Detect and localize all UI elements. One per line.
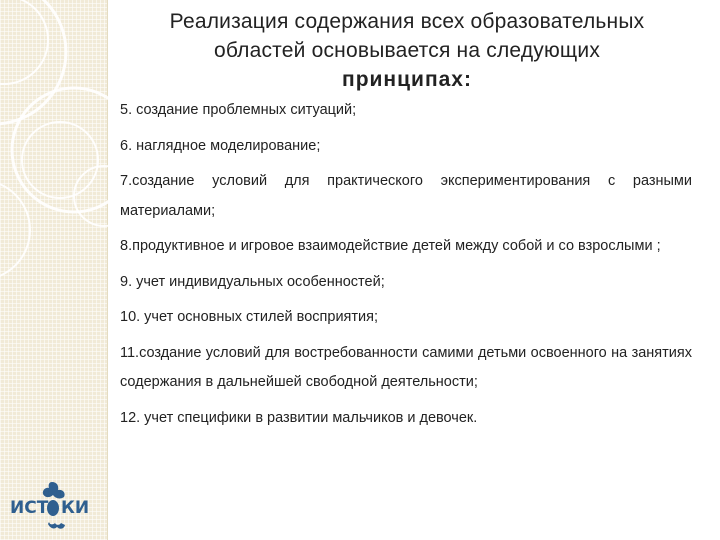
list-item: 5. создание проблемных ситуаций; [120, 102, 357, 118]
slide-title [128, 7, 686, 94]
title-bold-line: принципах: [342, 68, 472, 91]
swirl-decoration-icon [0, 0, 108, 540]
list-item: 8.продуктивное и игровое взаимодействие детей между собой и со взрослыми ; [120, 238, 661, 254]
svg-text:ИСТ: ИСТ [10, 498, 49, 518]
istoki-logo-icon [8, 480, 100, 532]
list-item: 9. учет индивидуальных особенностей; [120, 273, 385, 290]
principles-list [120, 96, 692, 439]
list-item: 11.создание условий для востребованности самими детьми освоенного на занятиях содержания в дальнейшей свободной деятельности; [120, 344, 692, 390]
title-line-1: Реализация содержания всех образовательных [169, 10, 645, 33]
svg-text:КИ: КИ [61, 498, 90, 518]
list-item: 7.создание условий для практического экспериментирования с разными материалами; [120, 173, 692, 219]
list-item: 12. учет специфики в развитии мальчиков и девочек. [120, 409, 478, 426]
list-item: 6. наглядное моделирование; [120, 137, 321, 154]
list-item: 10. учет основных стилей восприятия; [120, 309, 379, 325]
title-line-2: областей основывается на следующих [213, 39, 601, 62]
